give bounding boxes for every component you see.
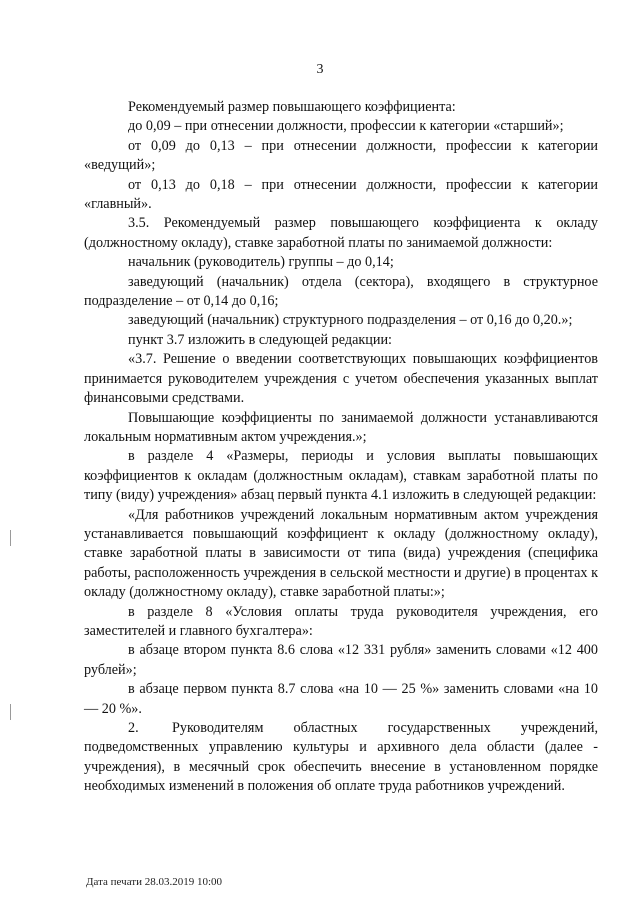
paragraph-16: в абзаце первом пункта 8.7 слова «на 10 — 25 %» заменить словами «на 10 — 20 %». — [84, 681, 598, 717]
paragraph-17 — [84, 719, 598, 797]
paragraph-8: заведующий (начальник) структурного подразделения – от 0,16 до 0,20.»; — [128, 312, 573, 329]
paragraph-5: 3.5. Рекомендуемый размер повышающего коэффициента к окладу (должностному окладу), ставке заработной платы по занимаемой должности: — [84, 215, 598, 251]
document-body — [84, 98, 598, 797]
paragraph-3: от 0,09 до 0,13 – при отнесении должности, профессии к категории «ведущий»; — [84, 137, 598, 174]
paragraph-14: в разделе 8 «Условия оплаты труда руководителя учреждения, его заместителей и главного бухгалтера»: — [84, 603, 598, 639]
paragraph-6: начальник (руководитель) группы – до 0,14; — [128, 254, 394, 271]
paragraph-7: заведующий (начальник) отдела (сектора), входящего в структурное подразделение – от 0,14 до 0,16; — [84, 273, 598, 310]
paragraph-11: Повышающие коэффициенты по занимаемой должности устанавливаются локальным нормативным актом учреждения.»; — [84, 409, 598, 445]
item-text: Руководителям областных государственных учреждений, подведомственных управлению культуры и архивного дела области (далее - учреждения), в месячный срок обеспечить внесение в установленном порядке необходимых изменений в положения об оплате труда работников учреждений. — [84, 720, 598, 795]
paragraph-13: «Для работников учреждений локальным нормативным актом учреждения устанавливается повышающий коэффициент к окладу (должностному окладу), ставке заработной платы в зависимости от типа (вида) учреждения (специфика работы, расположенность учреждения в сельской местности и другие) в процентах к окладу (должностному окладу), ставке заработной платы:»; — [84, 506, 598, 601]
margin-mark — [10, 704, 11, 720]
paragraph-15: в абзаце втором пункта 8.6 слова «12 331 рубля» заменить словами «12 400 рублей»; — [84, 642, 598, 678]
print-date-footer: Дата печати 28.03.2019 10:00 — [86, 876, 223, 888]
margin-mark — [10, 530, 11, 546]
paragraph-1: Рекомендуемый размер повышающего коэффициента: — [128, 99, 456, 115]
paragraph-12: в разделе 4 «Размеры, периоды и условия выплаты повышающих коэффициентов к окладам (должностным окладам), ставкам заработной платы по типу (виду) учреждения» абзац первый пункта 4.1 изложить в следующей редакции: — [84, 448, 598, 504]
item-number: 2. — [128, 720, 139, 736]
paragraph-2: до 0,09 – при отнесении должности, профессии к категории «старший»; — [128, 118, 564, 135]
paragraph-9: пункт 3.7 изложить в следующей редакции: — [128, 331, 392, 348]
paragraph-4: от 0,13 до 0,18 – при отнесении должности, профессии к категории «главный». — [84, 176, 598, 213]
page-number: 3 — [316, 62, 324, 77]
paragraph-10: «3.7. Решение о введении соответствующих повышающих коэффициентов принимается руководителем учреждения с учетом обеспечения указанных выплат финансовыми средствами. — [84, 351, 598, 407]
